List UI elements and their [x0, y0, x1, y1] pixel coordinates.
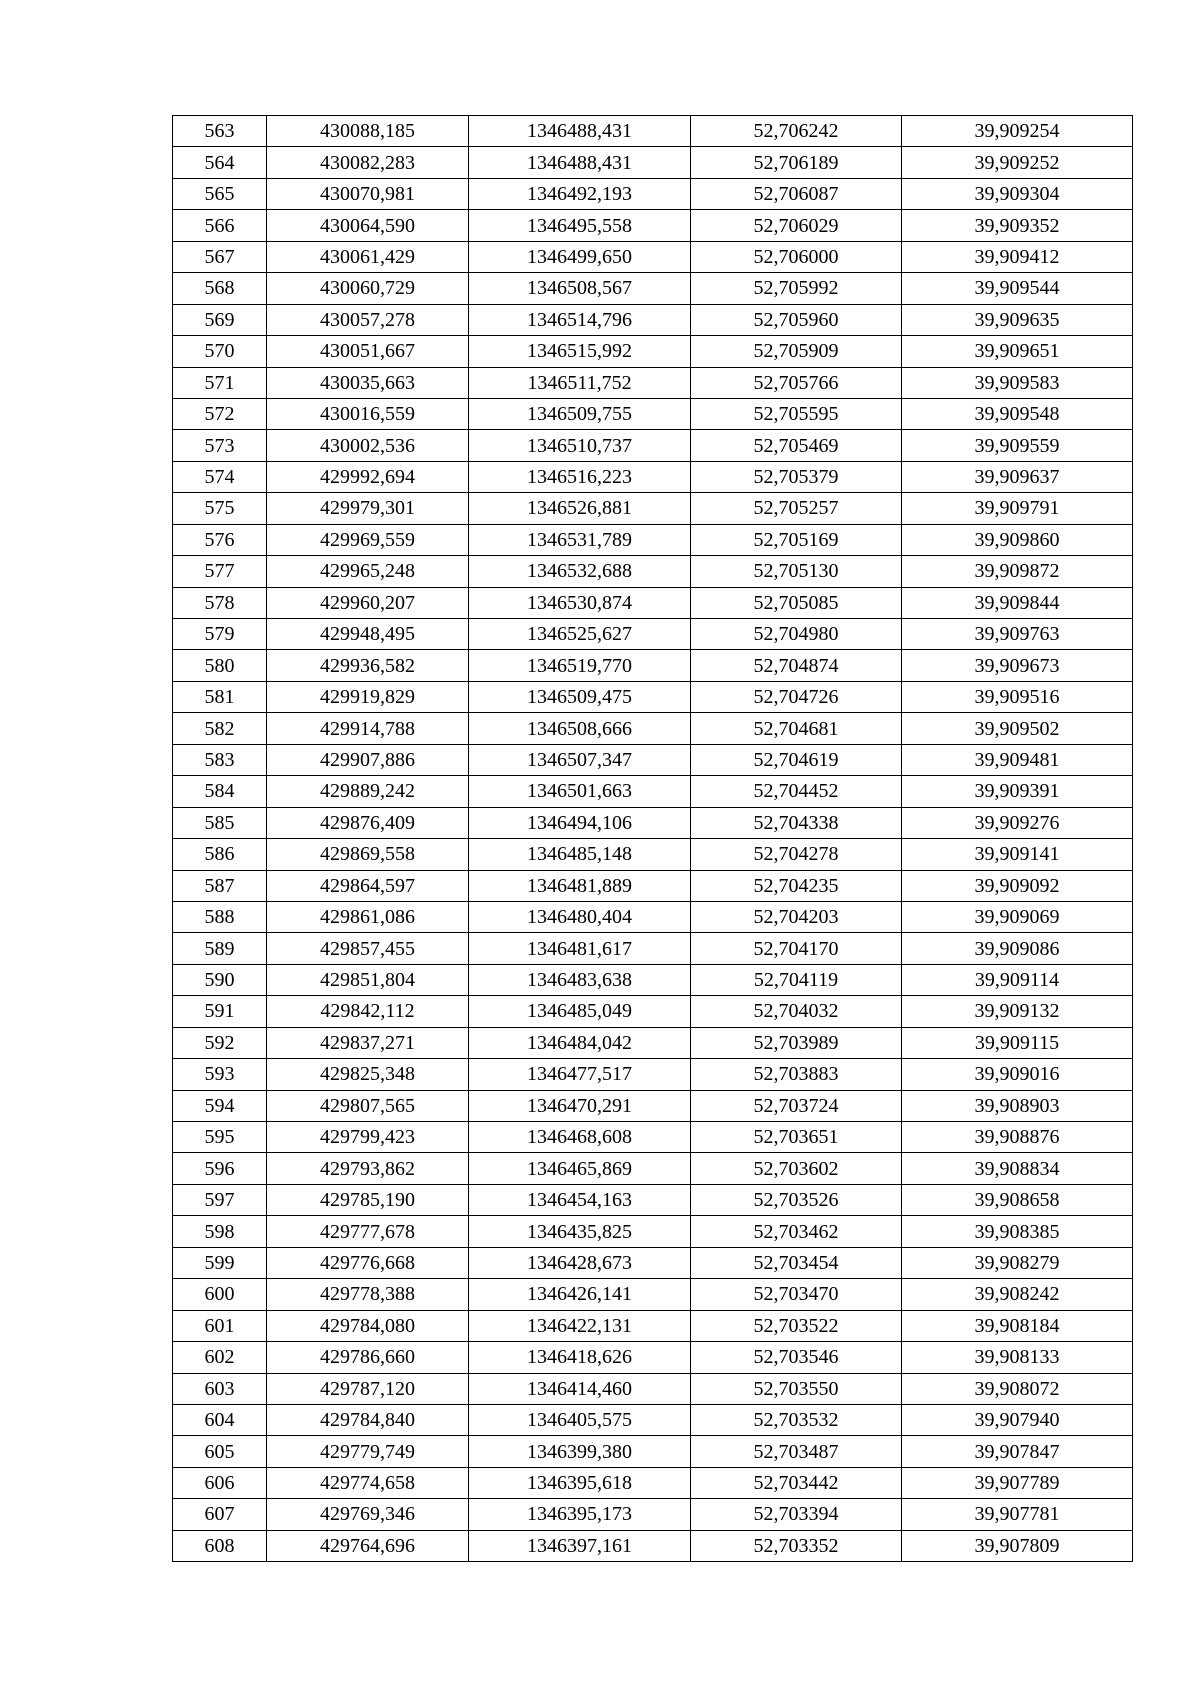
y-coordinate-cell: 1346395,173 — [469, 1499, 691, 1530]
x-coordinate-cell: 429948,495 — [267, 619, 469, 650]
y-coordinate-cell: 1346492,193 — [469, 178, 691, 209]
point-number-cell: 601 — [173, 1310, 267, 1341]
table-row — [173, 1404, 1133, 1435]
longitude-cell: 39,909391 — [902, 776, 1133, 807]
point-number-cell: 569 — [173, 304, 267, 335]
table-row — [173, 1310, 1133, 1341]
y-coordinate-cell: 1346418,626 — [469, 1342, 691, 1373]
latitude-cell: 52,704203 — [691, 901, 902, 932]
latitude-cell: 52,705130 — [691, 556, 902, 587]
table-row — [173, 336, 1133, 367]
point-number-cell: 577 — [173, 556, 267, 587]
point-number-cell: 584 — [173, 776, 267, 807]
x-coordinate-cell: 429965,248 — [267, 556, 469, 587]
x-coordinate-cell: 429992,694 — [267, 461, 469, 492]
latitude-cell: 52,703989 — [691, 1027, 902, 1058]
table-row — [173, 996, 1133, 1027]
table-row — [173, 964, 1133, 995]
latitude-cell: 52,703487 — [691, 1436, 902, 1467]
longitude-cell: 39,909559 — [902, 430, 1133, 461]
latitude-cell: 52,704170 — [691, 933, 902, 964]
point-number-cell: 565 — [173, 178, 267, 209]
x-coordinate-cell: 429837,271 — [267, 1027, 469, 1058]
longitude-cell: 39,907940 — [902, 1404, 1133, 1435]
point-number-cell: 591 — [173, 996, 267, 1027]
point-number-cell: 593 — [173, 1059, 267, 1090]
latitude-cell: 52,703394 — [691, 1499, 902, 1530]
longitude-cell: 39,908903 — [902, 1090, 1133, 1121]
longitude-cell: 39,908658 — [902, 1184, 1133, 1215]
y-coordinate-cell: 1346514,796 — [469, 304, 691, 335]
longitude-cell: 39,909276 — [902, 807, 1133, 838]
point-number-cell: 600 — [173, 1279, 267, 1310]
y-coordinate-cell: 1346435,825 — [469, 1216, 691, 1247]
latitude-cell: 52,706189 — [691, 147, 902, 178]
x-coordinate-cell: 429960,207 — [267, 587, 469, 618]
y-coordinate-cell: 1346494,106 — [469, 807, 691, 838]
y-coordinate-cell: 1346477,517 — [469, 1059, 691, 1090]
x-coordinate-cell: 429787,120 — [267, 1373, 469, 1404]
point-number-cell: 608 — [173, 1530, 267, 1561]
y-coordinate-cell: 1346422,131 — [469, 1310, 691, 1341]
table-row — [173, 1184, 1133, 1215]
latitude-cell: 52,704119 — [691, 964, 902, 995]
point-number-cell: 581 — [173, 681, 267, 712]
table-row — [173, 839, 1133, 870]
latitude-cell: 52,703522 — [691, 1310, 902, 1341]
point-number-cell: 571 — [173, 367, 267, 398]
latitude-cell: 52,705379 — [691, 461, 902, 492]
y-coordinate-cell: 1346395,618 — [469, 1467, 691, 1498]
longitude-cell: 39,909544 — [902, 273, 1133, 304]
latitude-cell: 52,704032 — [691, 996, 902, 1027]
latitude-cell: 52,703532 — [691, 1404, 902, 1435]
y-coordinate-cell: 1346532,688 — [469, 556, 691, 587]
point-number-cell: 579 — [173, 619, 267, 650]
point-number-cell: 586 — [173, 839, 267, 870]
x-coordinate-cell: 429799,423 — [267, 1122, 469, 1153]
table-row — [173, 870, 1133, 901]
latitude-cell: 52,703470 — [691, 1279, 902, 1310]
y-coordinate-cell: 1346485,049 — [469, 996, 691, 1027]
table-row — [173, 1122, 1133, 1153]
table-row — [173, 744, 1133, 775]
latitude-cell: 52,705766 — [691, 367, 902, 398]
latitude-cell: 52,703546 — [691, 1342, 902, 1373]
point-number-cell: 594 — [173, 1090, 267, 1121]
x-coordinate-cell: 429851,804 — [267, 964, 469, 995]
table-row — [173, 1090, 1133, 1121]
table-row — [173, 556, 1133, 587]
longitude-cell: 39,909481 — [902, 744, 1133, 775]
x-coordinate-cell: 429861,086 — [267, 901, 469, 932]
latitude-cell: 52,705085 — [691, 587, 902, 618]
x-coordinate-cell: 429769,346 — [267, 1499, 469, 1530]
latitude-cell: 52,706087 — [691, 178, 902, 209]
table-row — [173, 430, 1133, 461]
point-number-cell: 578 — [173, 587, 267, 618]
longitude-cell: 39,908279 — [902, 1247, 1133, 1278]
x-coordinate-cell: 429869,558 — [267, 839, 469, 870]
latitude-cell: 52,703724 — [691, 1090, 902, 1121]
table-row — [173, 1436, 1133, 1467]
longitude-cell: 39,909548 — [902, 398, 1133, 429]
point-number-cell: 587 — [173, 870, 267, 901]
point-number-cell: 599 — [173, 1247, 267, 1278]
longitude-cell: 39,909412 — [902, 241, 1133, 272]
table-row — [173, 1247, 1133, 1278]
longitude-cell: 39,909860 — [902, 524, 1133, 555]
longitude-cell: 39,909016 — [902, 1059, 1133, 1090]
table-row — [173, 1153, 1133, 1184]
point-number-cell: 597 — [173, 1184, 267, 1215]
longitude-cell: 39,908834 — [902, 1153, 1133, 1184]
latitude-cell: 52,705960 — [691, 304, 902, 335]
table-row — [173, 1027, 1133, 1058]
x-coordinate-cell: 429784,840 — [267, 1404, 469, 1435]
latitude-cell: 52,703550 — [691, 1373, 902, 1404]
table-row — [173, 901, 1133, 932]
x-coordinate-cell: 429857,455 — [267, 933, 469, 964]
longitude-cell: 39,907781 — [902, 1499, 1133, 1530]
table-row — [173, 650, 1133, 681]
x-coordinate-cell: 429764,696 — [267, 1530, 469, 1561]
table-row — [173, 367, 1133, 398]
longitude-cell: 39,908242 — [902, 1279, 1133, 1310]
table-row — [173, 304, 1133, 335]
latitude-cell: 52,705257 — [691, 493, 902, 524]
longitude-cell: 39,909637 — [902, 461, 1133, 492]
y-coordinate-cell: 1346468,608 — [469, 1122, 691, 1153]
longitude-cell: 39,909069 — [902, 901, 1133, 932]
x-coordinate-cell: 429889,242 — [267, 776, 469, 807]
longitude-cell: 39,909872 — [902, 556, 1133, 587]
x-coordinate-cell: 430035,663 — [267, 367, 469, 398]
y-coordinate-cell: 1346465,869 — [469, 1153, 691, 1184]
longitude-cell: 39,909502 — [902, 713, 1133, 744]
longitude-cell: 39,907847 — [902, 1436, 1133, 1467]
point-number-cell: 602 — [173, 1342, 267, 1373]
longitude-cell: 39,908072 — [902, 1373, 1133, 1404]
longitude-cell: 39,909791 — [902, 493, 1133, 524]
point-number-cell: 604 — [173, 1404, 267, 1435]
y-coordinate-cell: 1346483,638 — [469, 964, 691, 995]
table-row — [173, 776, 1133, 807]
longitude-cell: 39,909763 — [902, 619, 1133, 650]
latitude-cell: 52,704452 — [691, 776, 902, 807]
y-coordinate-cell: 1346454,163 — [469, 1184, 691, 1215]
y-coordinate-cell: 1346508,666 — [469, 713, 691, 744]
point-number-cell: 598 — [173, 1216, 267, 1247]
table-row — [173, 933, 1133, 964]
y-coordinate-cell: 1346428,673 — [469, 1247, 691, 1278]
longitude-cell: 39,909352 — [902, 210, 1133, 241]
table-row — [173, 524, 1133, 555]
x-coordinate-cell: 430060,729 — [267, 273, 469, 304]
latitude-cell: 52,704980 — [691, 619, 902, 650]
point-number-cell: 570 — [173, 336, 267, 367]
table-row — [173, 713, 1133, 744]
longitude-cell: 39,909092 — [902, 870, 1133, 901]
y-coordinate-cell: 1346519,770 — [469, 650, 691, 681]
longitude-cell: 39,909844 — [902, 587, 1133, 618]
x-coordinate-cell: 430002,536 — [267, 430, 469, 461]
x-coordinate-cell: 430088,185 — [267, 116, 469, 147]
point-number-cell: 589 — [173, 933, 267, 964]
point-number-cell: 595 — [173, 1122, 267, 1153]
longitude-cell: 39,909673 — [902, 650, 1133, 681]
point-number-cell: 563 — [173, 116, 267, 147]
y-coordinate-cell: 1346405,575 — [469, 1404, 691, 1435]
x-coordinate-cell: 429936,582 — [267, 650, 469, 681]
point-number-cell: 603 — [173, 1373, 267, 1404]
y-coordinate-cell: 1346516,223 — [469, 461, 691, 492]
longitude-cell: 39,909252 — [902, 147, 1133, 178]
longitude-cell: 39,909115 — [902, 1027, 1133, 1058]
y-coordinate-cell: 1346426,141 — [469, 1279, 691, 1310]
y-coordinate-cell: 1346525,627 — [469, 619, 691, 650]
point-number-cell: 592 — [173, 1027, 267, 1058]
point-number-cell: 607 — [173, 1499, 267, 1530]
table-row — [173, 178, 1133, 209]
point-number-cell: 582 — [173, 713, 267, 744]
x-coordinate-cell: 429807,565 — [267, 1090, 469, 1121]
point-number-cell: 590 — [173, 964, 267, 995]
latitude-cell: 52,703454 — [691, 1247, 902, 1278]
y-coordinate-cell: 1346484,042 — [469, 1027, 691, 1058]
latitude-cell: 52,706000 — [691, 241, 902, 272]
point-number-cell: 605 — [173, 1436, 267, 1467]
latitude-cell: 52,704874 — [691, 650, 902, 681]
table-row — [173, 1373, 1133, 1404]
longitude-cell: 39,909141 — [902, 839, 1133, 870]
x-coordinate-cell: 429979,301 — [267, 493, 469, 524]
x-coordinate-cell: 429907,886 — [267, 744, 469, 775]
longitude-cell: 39,909254 — [902, 116, 1133, 147]
longitude-cell: 39,908876 — [902, 1122, 1133, 1153]
table-row — [173, 210, 1133, 241]
longitude-cell: 39,909114 — [902, 964, 1133, 995]
latitude-cell: 52,706242 — [691, 116, 902, 147]
y-coordinate-cell: 1346509,475 — [469, 681, 691, 712]
table-row — [173, 1499, 1133, 1530]
x-coordinate-cell: 429778,388 — [267, 1279, 469, 1310]
longitude-cell: 39,908385 — [902, 1216, 1133, 1247]
x-coordinate-cell: 429779,749 — [267, 1436, 469, 1467]
longitude-cell: 39,907809 — [902, 1530, 1133, 1561]
table-row — [173, 116, 1133, 147]
y-coordinate-cell: 1346481,617 — [469, 933, 691, 964]
table-row — [173, 241, 1133, 272]
longitude-cell: 39,908184 — [902, 1310, 1133, 1341]
y-coordinate-cell: 1346501,663 — [469, 776, 691, 807]
table-row — [173, 1279, 1133, 1310]
x-coordinate-cell: 429864,597 — [267, 870, 469, 901]
point-number-cell: 573 — [173, 430, 267, 461]
y-coordinate-cell: 1346399,380 — [469, 1436, 691, 1467]
y-coordinate-cell: 1346485,148 — [469, 839, 691, 870]
latitude-cell: 52,705169 — [691, 524, 902, 555]
y-coordinate-cell: 1346397,161 — [469, 1530, 691, 1561]
x-coordinate-cell: 429969,559 — [267, 524, 469, 555]
latitude-cell: 52,705909 — [691, 336, 902, 367]
point-number-cell: 572 — [173, 398, 267, 429]
longitude-cell: 39,909086 — [902, 933, 1133, 964]
table-row — [173, 1467, 1133, 1498]
table-row — [173, 1342, 1133, 1373]
table-row — [173, 147, 1133, 178]
y-coordinate-cell: 1346510,737 — [469, 430, 691, 461]
y-coordinate-cell: 1346531,789 — [469, 524, 691, 555]
table-row — [173, 273, 1133, 304]
point-number-cell: 576 — [173, 524, 267, 555]
longitude-cell: 39,909635 — [902, 304, 1133, 335]
point-number-cell: 567 — [173, 241, 267, 272]
table-row — [173, 807, 1133, 838]
x-coordinate-cell: 429784,080 — [267, 1310, 469, 1341]
coordinates-table — [172, 115, 1133, 1562]
x-coordinate-cell: 430016,559 — [267, 398, 469, 429]
latitude-cell: 52,706029 — [691, 210, 902, 241]
table-row — [173, 493, 1133, 524]
x-coordinate-cell: 430057,278 — [267, 304, 469, 335]
point-number-cell: 596 — [173, 1153, 267, 1184]
point-number-cell: 606 — [173, 1467, 267, 1498]
latitude-cell: 52,703352 — [691, 1530, 902, 1561]
y-coordinate-cell: 1346515,992 — [469, 336, 691, 367]
latitude-cell: 52,703442 — [691, 1467, 902, 1498]
coordinates-table-body — [173, 116, 1133, 1562]
y-coordinate-cell: 1346508,567 — [469, 273, 691, 304]
point-number-cell: 583 — [173, 744, 267, 775]
y-coordinate-cell: 1346414,460 — [469, 1373, 691, 1404]
y-coordinate-cell: 1346526,881 — [469, 493, 691, 524]
longitude-cell: 39,908133 — [902, 1342, 1133, 1373]
latitude-cell: 52,703883 — [691, 1059, 902, 1090]
longitude-cell: 39,909651 — [902, 336, 1133, 367]
point-number-cell: 564 — [173, 147, 267, 178]
x-coordinate-cell: 429914,788 — [267, 713, 469, 744]
latitude-cell: 52,704338 — [691, 807, 902, 838]
x-coordinate-cell: 429774,658 — [267, 1467, 469, 1498]
y-coordinate-cell: 1346530,874 — [469, 587, 691, 618]
point-number-cell: 585 — [173, 807, 267, 838]
latitude-cell: 52,703651 — [691, 1122, 902, 1153]
longitude-cell: 39,909132 — [902, 996, 1133, 1027]
x-coordinate-cell: 429876,409 — [267, 807, 469, 838]
x-coordinate-cell: 429785,190 — [267, 1184, 469, 1215]
latitude-cell: 52,705992 — [691, 273, 902, 304]
x-coordinate-cell: 430082,283 — [267, 147, 469, 178]
x-coordinate-cell: 429777,678 — [267, 1216, 469, 1247]
point-number-cell: 575 — [173, 493, 267, 524]
x-coordinate-cell: 430051,667 — [267, 336, 469, 367]
x-coordinate-cell: 429786,660 — [267, 1342, 469, 1373]
latitude-cell: 52,703462 — [691, 1216, 902, 1247]
y-coordinate-cell: 1346488,431 — [469, 147, 691, 178]
longitude-cell: 39,909516 — [902, 681, 1133, 712]
table-row — [173, 1530, 1133, 1561]
table-row — [173, 619, 1133, 650]
y-coordinate-cell: 1346507,347 — [469, 744, 691, 775]
table-row — [173, 1059, 1133, 1090]
latitude-cell: 52,705469 — [691, 430, 902, 461]
longitude-cell: 39,907789 — [902, 1467, 1133, 1498]
x-coordinate-cell: 429776,668 — [267, 1247, 469, 1278]
latitude-cell: 52,703602 — [691, 1153, 902, 1184]
latitude-cell: 52,704235 — [691, 870, 902, 901]
y-coordinate-cell: 1346480,404 — [469, 901, 691, 932]
point-number-cell: 580 — [173, 650, 267, 681]
latitude-cell: 52,705595 — [691, 398, 902, 429]
point-number-cell: 588 — [173, 901, 267, 932]
x-coordinate-cell: 430070,981 — [267, 178, 469, 209]
x-coordinate-cell: 429793,862 — [267, 1153, 469, 1184]
x-coordinate-cell: 429825,348 — [267, 1059, 469, 1090]
point-number-cell: 574 — [173, 461, 267, 492]
longitude-cell: 39,909583 — [902, 367, 1133, 398]
x-coordinate-cell: 429919,829 — [267, 681, 469, 712]
y-coordinate-cell: 1346511,752 — [469, 367, 691, 398]
y-coordinate-cell: 1346470,291 — [469, 1090, 691, 1121]
table-row — [173, 587, 1133, 618]
x-coordinate-cell: 429842,112 — [267, 996, 469, 1027]
latitude-cell: 52,704726 — [691, 681, 902, 712]
y-coordinate-cell: 1346495,558 — [469, 210, 691, 241]
table-row — [173, 681, 1133, 712]
latitude-cell: 52,704681 — [691, 713, 902, 744]
table-row — [173, 461, 1133, 492]
table-row — [173, 1216, 1133, 1247]
latitude-cell: 52,703526 — [691, 1184, 902, 1215]
longitude-cell: 39,909304 — [902, 178, 1133, 209]
y-coordinate-cell: 1346481,889 — [469, 870, 691, 901]
y-coordinate-cell: 1346488,431 — [469, 116, 691, 147]
latitude-cell: 52,704278 — [691, 839, 902, 870]
table-row — [173, 398, 1133, 429]
x-coordinate-cell: 430061,429 — [267, 241, 469, 272]
y-coordinate-cell: 1346499,650 — [469, 241, 691, 272]
point-number-cell: 566 — [173, 210, 267, 241]
x-coordinate-cell: 430064,590 — [267, 210, 469, 241]
point-number-cell: 568 — [173, 273, 267, 304]
y-coordinate-cell: 1346509,755 — [469, 398, 691, 429]
latitude-cell: 52,704619 — [691, 744, 902, 775]
